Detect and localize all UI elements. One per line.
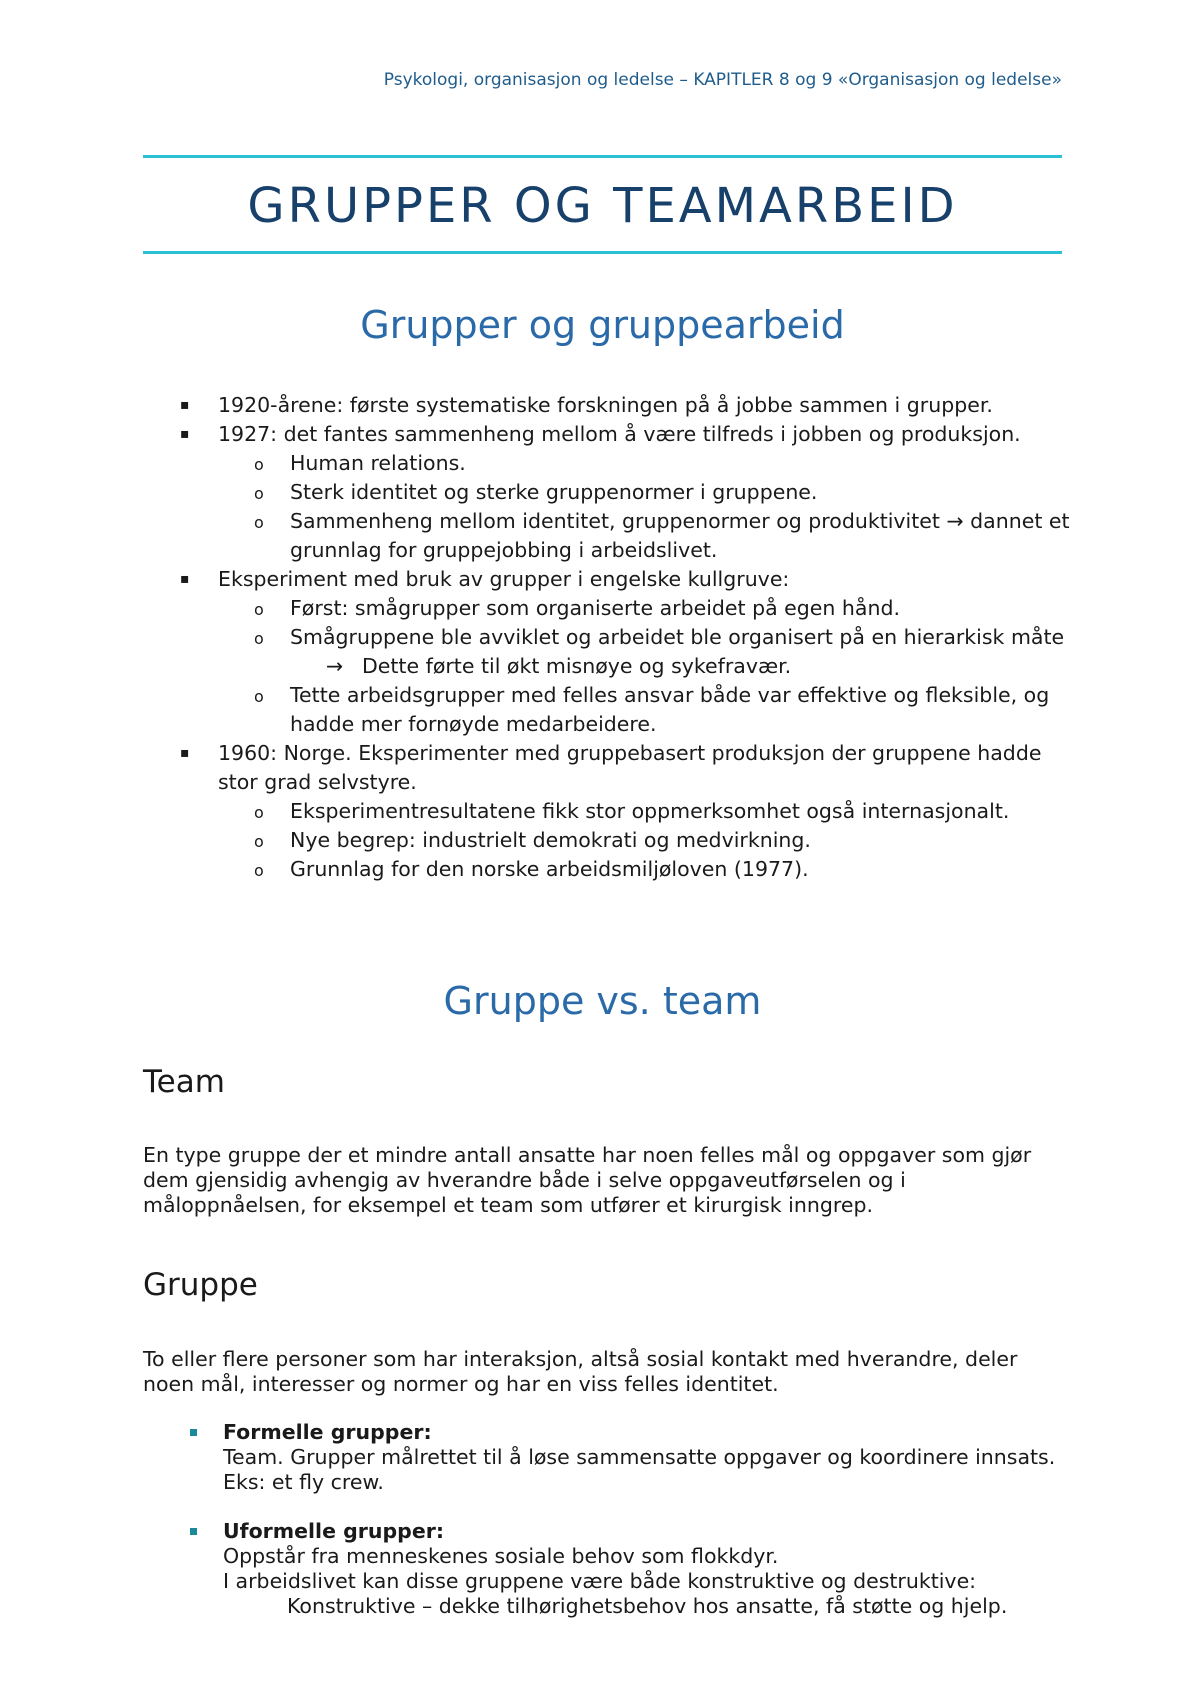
sub-list-item: o Smågruppene ble avviklet og arbeidet ble organisert på en hierarkisk måte → Dette førte til økt misnøye og sykefravær. — [290, 623, 1080, 681]
section-heading-grupper: Grupper og gruppearbeid — [360, 303, 845, 347]
sub-list-item: o Først: smågrupper som organiserte arbeidet på egen hånd. — [254, 596, 901, 620]
sub-list-item: o Eksperimentresultatene fikk stor oppmerksomhet også internasjonalt. — [254, 799, 1010, 823]
title-rule-top — [143, 155, 1062, 158]
team-definition: En type gruppe der et mindre antall ansatte har noen felles mål og oppgaver som gjør dem gjensidig avhengig av hverandre både i selve oppgaveutførselen og i måloppnåelsen, for eksempel et team som utfører et kirurgisk inngrep. — [143, 1143, 1032, 1217]
list-item: ▪ Eksperiment med bruk av grupper i engelske kullgruve: o Først: smågrupper som organiserte arbeidet på egen hånd. o Smågruppene ble avviklet og arbeidet ble organisert på en hierarkisk måte → Dette førte til økt misnøye og sykefravær. o Tette arbeidsgrupper med felles ansvar både var effektive og fleksible, og hadde mer fornøyde medarbeidere. — [0, 565, 1078, 739]
formelle-label: Formelle grupper: — [223, 1420, 1073, 1445]
document-title: GRUPPER OG TEAMARBEID — [247, 178, 958, 234]
section-heading-gruppe-vs-team: Gruppe vs. team — [443, 979, 762, 1023]
formelle-grupper-block: Formelle grupper: Team. Grupper målrettet til å løse sammensatte oppgaver og koordinere innsats. Eks: et fly crew. — [223, 1420, 1073, 1495]
bullet-list-history — [0, 391, 1200, 884]
gruppe-definition: To eller flere personer som har interaksjon, altså sosial kontakt med hverandre, deler noen mål, interesser og normer og har en viss felles identitet. — [143, 1347, 1018, 1396]
subheading-team: Team — [143, 1064, 225, 1100]
sub-list-item: o Tette arbeidsgrupper med felles ansvar både var effektive og fleksible, og hadde mer fornøyde medarbeidere. — [254, 683, 1050, 736]
subheading-gruppe: Gruppe — [143, 1267, 258, 1303]
uformelle-grupper-block: Uformelle grupper: Oppstår fra menneskenes sosiale behov som flokkdyr. I arbeidslivet kan disse gruppene være både konstruktive og destruktive: Konstruktive – dekke tilhørighetsbehov hos ansatte, få støtte og hjelp. — [223, 1519, 1073, 1619]
list-item: ▪ 1920-årene: første systematiske forskningen på å jobbe sammen i grupper. — [180, 393, 993, 417]
list-item: ▪ 1960: Norge. Eksperimenter med gruppebasert produksjon der gruppene hadde stor grad selvstyre. o Eksperimentresultatene fikk stor oppmerksomhet også internasjonalt. o Nye begrep: industrielt demokrati og medvirkning. o Grunnlag for den norske arbeidsmiljøloven (1977). — [0, 739, 1078, 884]
uformelle-label: Uformelle grupper: — [223, 1519, 1073, 1544]
sub-list-item: o Sammenheng mellom identitet, gruppenormer og produktivitet → dannet et grunnlag for gruppejobbing i arbeidslivet. — [254, 509, 1070, 562]
title-rule-bottom — [143, 251, 1062, 254]
running-header: Psykologi, organisasjon og ledelse – KAPITLER 8 og 9 «Organisasjon og ledelse» — [383, 70, 1062, 90]
sub-list-item: o Nye begrep: industrielt demokrati og medvirkning. — [254, 828, 811, 852]
square-bullet-icon — [190, 1528, 197, 1535]
list-item: ▪ 1927: det fantes sammenheng mellom å være tilfreds i jobben og produksjon. o Human relations. o Sterk identitet og sterke gruppenormer i gruppene. o Sammenheng mellom identitet, gruppenormer og produktivitet → dannet et grunnlag for gruppejobbing i arbeidslivet. — [0, 420, 1078, 565]
sub-list-item: o Human relations. — [254, 451, 466, 475]
arrow-icon: → — [326, 654, 344, 678]
sub-list-item: o Grunnlag for den norske arbeidsmiljøloven (1977). — [254, 857, 809, 881]
square-bullet-icon — [190, 1429, 197, 1436]
sub-list-item: o Sterk identitet og sterke gruppenormer i gruppene. — [254, 480, 818, 504]
arrow-list-item: → Dette førte til økt misnøye og sykefravær. — [362, 652, 1080, 681]
